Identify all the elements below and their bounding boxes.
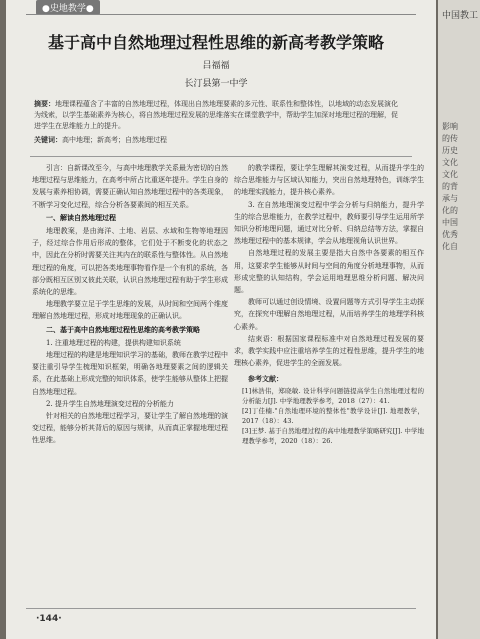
magazine-page — [6, 0, 436, 639]
section-heading: 二、基于高中自然地理过程性思维的高考教学策略 — [46, 324, 200, 334]
adjacent-line: 化的 — [442, 206, 458, 215]
left-column — [32, 162, 228, 447]
section-header — [36, 0, 100, 14]
adjacent-line: 文化 — [442, 158, 458, 167]
paragraph: 地理教学要立足于学生思维的发展，从时间和空间两个维度理解自然地理过程，形成对地理现象的正确认识。 — [32, 300, 228, 321]
section-tag: ●史地教学● — [36, 0, 100, 15]
keywords-label: 关键词： — [34, 135, 62, 144]
article-affiliation: 长汀县第一中学 — [184, 79, 248, 89]
paragraph: 地理过程的构建是地理知识学习的基础，教师在教学过程中要注重引导学生梳理知识框架，明确各地理要素之间的逻辑关系，在此基础上形成完整的知识体系，使学生能够从整体上把握自然地理过程。 — [32, 351, 228, 396]
paragraph: 3. 在自然地理演变过程中学会分析与归纳能力，提升学生的综合思维能力，在教学过程中，教师要引导学生运用所学知识分析地理问题，通过对比分析、归纳总结等方法，掌握自然地理过程中的基本规律，学会从地理视角认识世界。 — [234, 200, 424, 246]
footer-rule — [26, 608, 416, 609]
adjacent-page-text — [438, 121, 480, 253]
article-title: 基于高中自然地理过程性思维的新高考教学策略 — [47, 33, 384, 52]
adjacent-page — [438, 0, 480, 639]
adjacent-line: 的传 — [442, 134, 458, 143]
section-heading: 一、解读自然地理过程 — [46, 212, 116, 222]
keywords-text: 高中地理；新高考；自然地理过程 — [62, 136, 167, 144]
article-author: 吕福福 — [202, 61, 230, 71]
reference-item: [3]王梦. 基于自然地理过程的高中地理教学策略研究[J]. 中学地理教学参考，2020（18）：26. — [242, 426, 424, 445]
page-number: ·144· — [36, 614, 62, 624]
paragraph: 的教学课程，要让学生理解其演变过程，从而提升学生的综合思维能力与区域认知能力，突出自然地理特色，训练学生的地理实践能力，提升核心素养。 — [234, 164, 424, 197]
adjacent-line: 承与 — [442, 194, 458, 203]
adjacent-line: 优秀 — [442, 230, 458, 239]
adjacent-line: 文化 — [442, 170, 458, 179]
references-heading: 参考文献： — [248, 374, 283, 384]
abstract-block — [34, 98, 404, 146]
adjacent-line: 的背 — [442, 182, 458, 191]
abstract-divider — [30, 156, 412, 157]
header-rule — [26, 14, 416, 15]
abstract-label: 摘要： — [34, 99, 55, 108]
reference-item: [1]林浩伟，郑晓敏. 设计科学问题链提高学生自然地理过程的分析能力[J]. 中学地理教学参考，2018（27）：41. — [242, 386, 424, 405]
paragraph: 结束语：根据国家课程标准中对自然地理过程发展的要求，教学实践中应注重培养学生的过程性思维，提升学生的地理核心素养，促进学生的全面发展。 — [234, 334, 424, 368]
paragraph: 教师可以通过创设情境、设置问题等方式引导学生主动探究，在探究中理解自然地理过程，从而培养学生的地理学科核心素养。 — [234, 298, 424, 331]
right-column — [234, 162, 424, 446]
adjacent-line: 影响 — [442, 122, 458, 131]
reference-item: [2]丁佳楠."自然地理环境的整体性"教学设计[J]. 地理教学，2017（18）：43. — [242, 406, 424, 425]
paragraph: 针对相关的自然地理过程学习，要让学生了解自然地理的演变过程，能够分析其背后的原因与规律，从而真正掌握地理过程性思维。 — [32, 412, 228, 445]
paragraph: 地理教案，是由海洋、土地、岩层、水域和生物等地理因子，经过综合作用后形成的整体，它们处于不断变化的状态之中，因此在分析时需要关注其内在的联系性与整体性。从自然地理过程的角度，可以把各类地理事物看作是一个有机的系统，各部分既相互区别又彼此关联，认识自然地理过程有助于学生形成系统化的思维。 — [32, 227, 228, 297]
adjacent-page-header: 中国教工 — [442, 11, 479, 21]
paragraph: 引言：自新课改至今，与高中地理教学关系最为密切的自然地理过程与思维能力，在高考中所占比重逐年提升。学生自身的发展与素养相协调，需要正确认知自然地理过程中的各类现象，不断学习变化过程，综合分析各要素间的相互关系。 — [32, 164, 228, 209]
adjacent-line: 历史 — [442, 146, 458, 155]
paragraph: 1. 注重地理过程的构建，提供构建知识系统 — [46, 338, 181, 347]
adjacent-line: 化自 — [442, 242, 458, 251]
adjacent-line: 中国 — [442, 218, 458, 227]
paragraph: 2. 提升学生自然地理演变过程的分析能力 — [46, 399, 174, 408]
paragraph: 自然地理过程的发展主要是指大自然中各要素的相互作用，这要求学生能够从时间与空间的角度分析地理事物，从而形成完整的认知结构，学会运用地理思维分析问题、解决问题。 — [234, 249, 424, 295]
keywords — [34, 134, 404, 146]
abstract-text: 地理课程蕴含了丰富的自然地理过程，体现出自然地理要素的多元性、联系性和整体性，以地域的动态发展演化为线索，以学生基础素养为核心，将自然地理过程发展的思维落实在课堂教学中，帮助学生加深对地理过程的理解，促进学生在思维能力上的提升。 — [34, 100, 398, 130]
